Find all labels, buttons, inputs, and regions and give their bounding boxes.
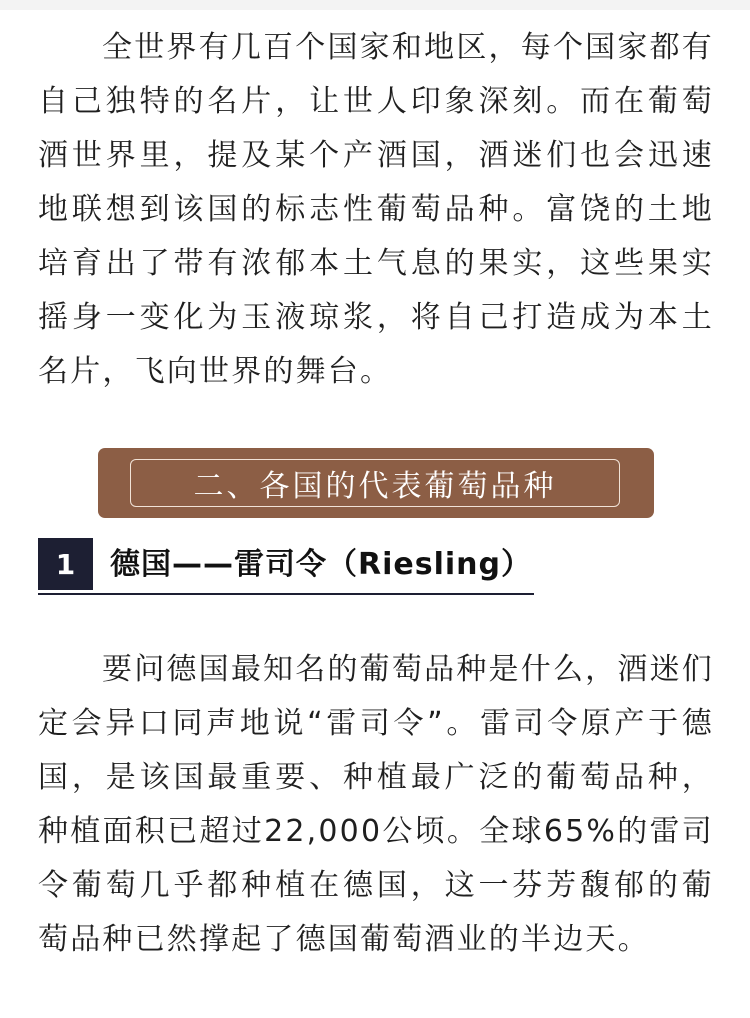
intro-paragraph: 全世界有几百个国家和地区，每个国家都有自己独特的名片，让世人印象深刻。而在葡萄酒世界里，提及某个产酒国，酒迷们也会迅速地联想到该国的标志性葡萄品种。富饶的土地培育出了带有浓郁本土气息的果实，这些果实摇身一变化为玉液琼浆，将自己打造成为本土名片，飞向世界的舞台。 [38, 30, 714, 389]
section-title: 二、各国的代表葡萄品种 [130, 459, 620, 507]
subsection-underline [38, 593, 534, 595]
subsection-title: 德国——雷司令（Riesling） [110, 547, 532, 582]
riesling-paragraph: 要问德国最知名的葡萄品种是什么，酒迷们定会异口同声地说“雷司令”。雷司令原产于德国，是该国最重要、种植最广泛的葡萄品种，种植面积已超过22,000公顷。全球65%的雷司令葡萄几乎都种植在德国，这一芬芳馥郁的葡萄品种已然撑起了德国葡萄酒业的半边天。 [38, 652, 714, 957]
subsection-heading [38, 538, 538, 596]
subsection-number-badge: 1 [38, 538, 93, 590]
top-strip [0, 0, 750, 10]
section-banner [98, 448, 654, 518]
